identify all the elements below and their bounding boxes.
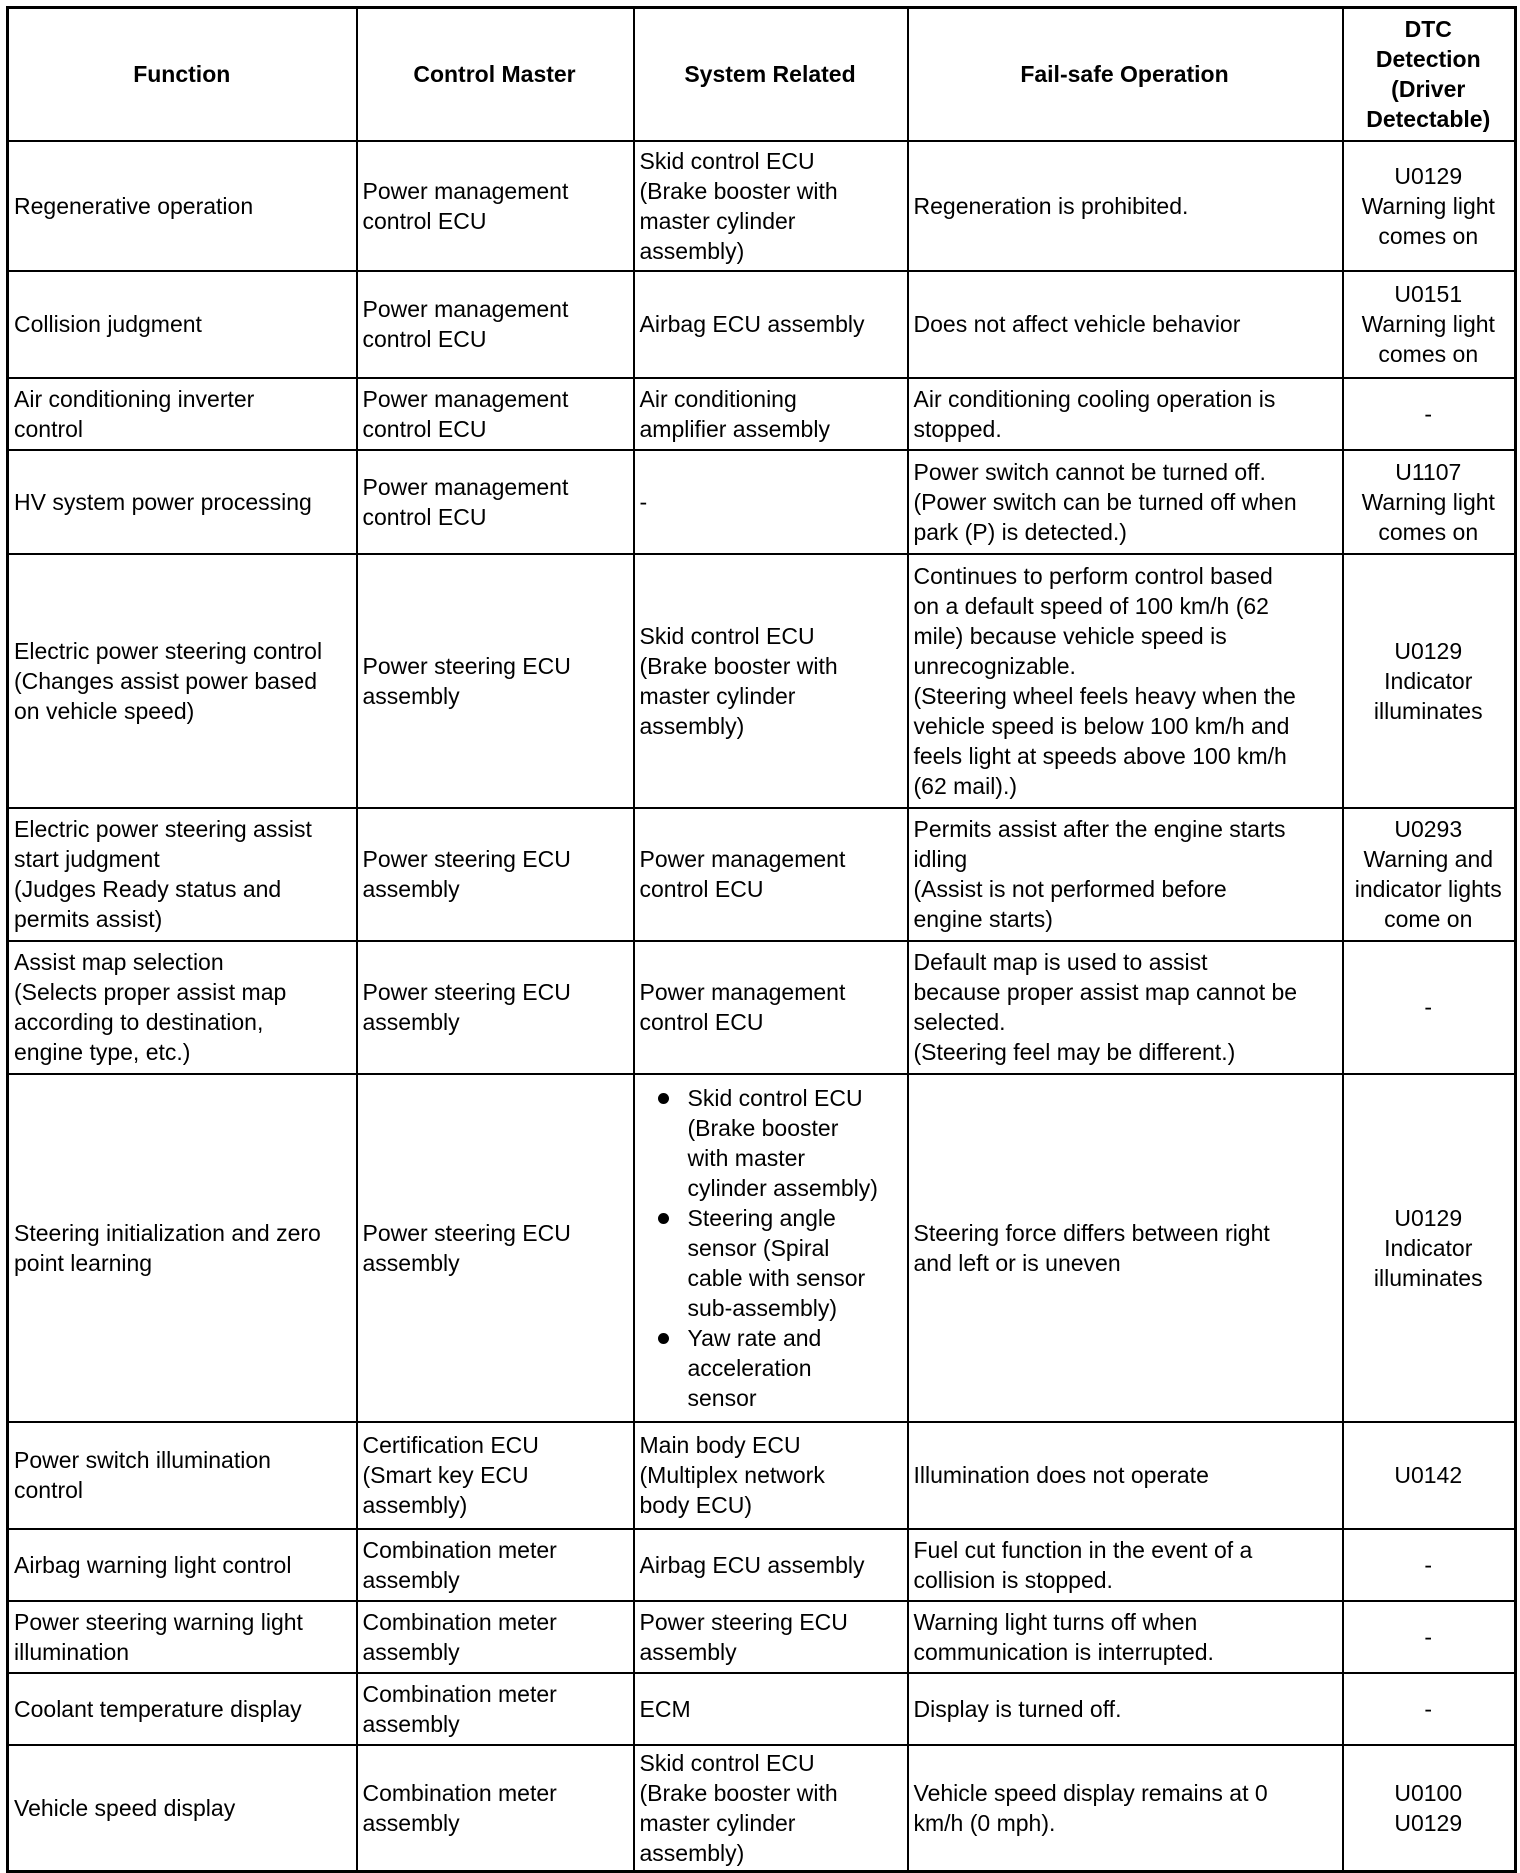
function-cell: Regenerative operation bbox=[8, 141, 357, 271]
system-related-cell: - bbox=[634, 450, 908, 554]
list-item bbox=[640, 1203, 901, 1323]
control-master-cell: Power steering ECU assembly bbox=[357, 808, 634, 941]
table-row bbox=[8, 271, 1516, 378]
dtc-cell: - bbox=[1343, 1673, 1516, 1745]
list-item bbox=[640, 1323, 901, 1413]
function-cell: Airbag warning light control bbox=[8, 1529, 357, 1601]
failsafe-operation-cell: Default map is used to assist because proper assist map cannot be selected. (Steering feel may be different.) bbox=[908, 941, 1343, 1074]
failsafe-operation-cell: Continues to perform control based on a default speed of 100 km/h (62 mile) because vehicle speed is unrecognizable. (Steering wheel feels heavy when the vehicle speed is below 100 km/h and feels light at speeds above 100 km/h (62 mail).) bbox=[908, 554, 1343, 808]
table-row bbox=[8, 808, 1516, 941]
table-row bbox=[8, 1601, 1516, 1673]
failsafe-operation-cell: Illumination does not operate bbox=[908, 1422, 1343, 1529]
dtc-cell: U0293 Warning and indicator lights come on bbox=[1343, 808, 1516, 941]
dtc-cell: U0129 Indicator illuminates bbox=[1343, 554, 1516, 808]
table-row bbox=[8, 141, 1516, 271]
failsafe-operation-cell: Vehicle speed display remains at 0 km/h (0 mph). bbox=[908, 1745, 1343, 1872]
failsafe-operation-cell: Display is turned off. bbox=[908, 1673, 1343, 1745]
header-control-master: Control Master bbox=[357, 8, 634, 141]
list-item-text: Steering angle sensor (Spiral cable with sensor sub-assembly) bbox=[687, 1204, 866, 1321]
function-cell: Power switch illumination control bbox=[8, 1422, 357, 1529]
dtc-cell: - bbox=[1343, 1529, 1516, 1601]
bullet-icon bbox=[658, 1213, 669, 1224]
system-related-cell: Power steering ECU assembly bbox=[634, 1601, 908, 1673]
system-related-cell: ECM bbox=[634, 1673, 908, 1745]
function-cell: Electric power steering assist start judgment (Judges Ready status and permits assist) bbox=[8, 808, 357, 941]
function-cell: Air conditioning inverter control bbox=[8, 378, 357, 450]
table-row bbox=[8, 1745, 1516, 1872]
system-related-cell: Air conditioning amplifier assembly bbox=[634, 378, 908, 450]
failsafe-operation-cell: Air conditioning cooling operation is stopped. bbox=[908, 378, 1343, 450]
function-cell: HV system power processing bbox=[8, 450, 357, 554]
dtc-cell: U0151 Warning light comes on bbox=[1343, 271, 1516, 378]
fail-safe-table-page bbox=[6, 6, 1514, 1866]
control-master-cell: Combination meter assembly bbox=[357, 1673, 634, 1745]
control-master-cell: Power management control ECU bbox=[357, 450, 634, 554]
list-item-text: Yaw rate and acceleration sensor bbox=[687, 1324, 822, 1411]
system-related-cell: Skid control ECU (Brake booster with master cylinder assembly) bbox=[634, 554, 908, 808]
system-related-cell: Skid control ECU (Brake booster with master cylinder assembly) bbox=[634, 1745, 908, 1872]
header-row bbox=[8, 8, 1516, 141]
bullet-icon bbox=[658, 1093, 669, 1104]
function-cell: Assist map selection (Selects proper assist map according to destination, engine type, etc.) bbox=[8, 941, 357, 1074]
list-item bbox=[640, 1083, 901, 1203]
dtc-cell: - bbox=[1343, 378, 1516, 450]
control-master-cell: Combination meter assembly bbox=[357, 1529, 634, 1601]
control-master-cell: Power management control ECU bbox=[357, 378, 634, 450]
failsafe-operation-cell: Warning light turns off when communication is interrupted. bbox=[908, 1601, 1343, 1673]
function-cell: Collision judgment bbox=[8, 271, 357, 378]
table-row bbox=[8, 450, 1516, 554]
table-row bbox=[8, 1673, 1516, 1745]
header-dtc-detection: DTC Detection (Driver Detectable) bbox=[1343, 8, 1516, 141]
failsafe-operation-cell: Power switch cannot be turned off. (Power switch can be turned off when park (P) is detected.) bbox=[908, 450, 1343, 554]
list-item-text: Skid control ECU (Brake booster with master cylinder assembly) bbox=[687, 1084, 878, 1201]
table-row bbox=[8, 378, 1516, 450]
table-row bbox=[8, 1422, 1516, 1529]
control-master-cell: Power management control ECU bbox=[357, 271, 634, 378]
system-related-list bbox=[640, 1083, 901, 1413]
system-related-cell bbox=[634, 1074, 908, 1422]
bullet-icon bbox=[658, 1333, 669, 1344]
table-row bbox=[8, 554, 1516, 808]
function-cell: Power steering warning light illumination bbox=[8, 1601, 357, 1673]
header-system-related: System Related bbox=[634, 8, 908, 141]
dtc-cell: U0142 bbox=[1343, 1422, 1516, 1529]
control-master-cell: Certification ECU (Smart key ECU assembly) bbox=[357, 1422, 634, 1529]
failsafe-operation-cell: Regeneration is prohibited. bbox=[908, 141, 1343, 271]
dtc-cell: U0100 U0129 bbox=[1343, 1745, 1516, 1872]
system-related-cell: Power management control ECU bbox=[634, 808, 908, 941]
system-related-cell: Main body ECU (Multiplex network body ECU) bbox=[634, 1422, 908, 1529]
system-related-cell: Skid control ECU (Brake booster with master cylinder assembly) bbox=[634, 141, 908, 271]
system-related-cell: Airbag ECU assembly bbox=[634, 271, 908, 378]
function-cell: Coolant temperature display bbox=[8, 1673, 357, 1745]
control-master-cell: Combination meter assembly bbox=[357, 1745, 634, 1872]
dtc-cell: - bbox=[1343, 1601, 1516, 1673]
control-master-cell: Combination meter assembly bbox=[357, 1601, 634, 1673]
dtc-cell: U0129 Indicator illuminates bbox=[1343, 1074, 1516, 1422]
failsafe-operation-cell: Permits assist after the engine starts idling (Assist is not performed before engine starts) bbox=[908, 808, 1343, 941]
header-function: Function bbox=[8, 8, 357, 141]
system-related-cell: Airbag ECU assembly bbox=[634, 1529, 908, 1601]
dtc-cell: U0129 Warning light comes on bbox=[1343, 141, 1516, 271]
control-master-cell: Power steering ECU assembly bbox=[357, 1074, 634, 1422]
failsafe-operation-cell: Steering force differs between right and left or is uneven bbox=[908, 1074, 1343, 1422]
table-body bbox=[8, 141, 1516, 1872]
table-row bbox=[8, 1074, 1516, 1422]
control-master-cell: Power steering ECU assembly bbox=[357, 941, 634, 1074]
control-master-cell: Power management control ECU bbox=[357, 141, 634, 271]
function-cell: Vehicle speed display bbox=[8, 1745, 357, 1872]
failsafe-operation-cell: Does not affect vehicle behavior bbox=[908, 271, 1343, 378]
control-master-cell: Power steering ECU assembly bbox=[357, 554, 634, 808]
system-related-cell: Power management control ECU bbox=[634, 941, 908, 1074]
failsafe-operation-cell: Fuel cut function in the event of a collision is stopped. bbox=[908, 1529, 1343, 1601]
table-row bbox=[8, 1529, 1516, 1601]
fail-safe-table bbox=[6, 6, 1517, 1873]
header-failsafe-operation: Fail-safe Operation bbox=[908, 8, 1343, 141]
table-row bbox=[8, 941, 1516, 1074]
function-cell: Steering initialization and zero point learning bbox=[8, 1074, 357, 1422]
dtc-cell: - bbox=[1343, 941, 1516, 1074]
function-cell: Electric power steering control (Changes assist power based on vehicle speed) bbox=[8, 554, 357, 808]
dtc-cell: U1107 Warning light comes on bbox=[1343, 450, 1516, 554]
